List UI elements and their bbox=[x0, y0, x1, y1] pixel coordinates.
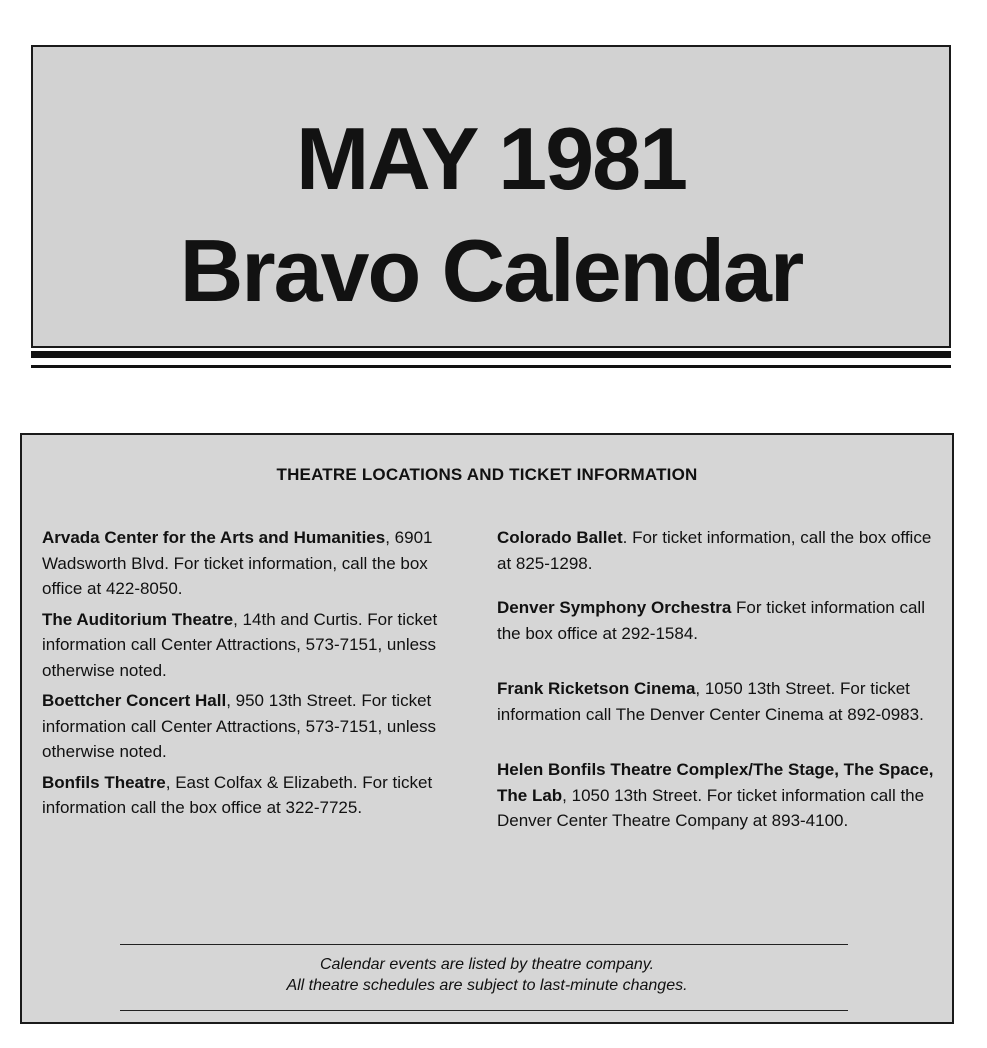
left-column bbox=[42, 525, 472, 826]
title-rule-thick bbox=[31, 351, 951, 358]
schedule-disclaimer: All theatre schedules are subject to last-minute changes. bbox=[286, 977, 688, 994]
venue-details: , East Colfax & Elizabeth. For ticket information call the box office at 322-7725. bbox=[42, 772, 433, 817]
venue-name: Frank Ricketson Cinema bbox=[497, 679, 696, 698]
venue-entry-arvada bbox=[42, 525, 472, 602]
venue-details: , 1050 13th Street. For ticket information call The Denver Center Cinema at 892-0983. bbox=[497, 679, 924, 724]
venue-entry-boettcher bbox=[42, 688, 472, 765]
note-divider-bottom bbox=[120, 1010, 848, 1011]
venue-name: Colorado Ballet bbox=[497, 528, 623, 547]
title-calendar-name: Bravo Calendar bbox=[179, 221, 803, 320]
info-heading: THEATRE LOCATIONS AND TICKET INFORMATION bbox=[276, 465, 698, 484]
venue-entry-helen-bonfils bbox=[497, 757, 937, 834]
venue-entry-auditorium bbox=[42, 607, 472, 684]
note-divider-top bbox=[120, 944, 848, 945]
venue-details: , 14th and Curtis. For ticket information call Center Attractions, 573-7151, unless otherwise noted. bbox=[42, 609, 438, 680]
venue-name: Bonfils Theatre bbox=[42, 772, 166, 792]
venue-details: , 1050 13th Street. For ticket information call the Denver Center Theatre Company at 893-4100. bbox=[497, 785, 925, 830]
venue-name: The Auditorium Theatre bbox=[42, 609, 234, 629]
right-column bbox=[497, 525, 937, 834]
venue-details: , 950 13th Street. For ticket information call Center Attractions, 573-7151, unless otherwise noted. bbox=[42, 691, 437, 761]
venue-name: Arvada Center for the Arts and Humanities bbox=[42, 528, 386, 547]
venue-details: For ticket information call the box office at 292-1584. bbox=[497, 598, 925, 643]
title-banner bbox=[31, 45, 951, 348]
venue-details: . For ticket information, call the box office at 825-1298. bbox=[497, 528, 932, 573]
title-month-year: MAY 1981 bbox=[295, 109, 687, 208]
venue-entry-colorado-ballet bbox=[497, 525, 937, 576]
venue-details: , 6901 Wadsworth Blvd. For ticket information, call the box office at 422-8050. bbox=[42, 528, 433, 598]
venue-entry-frank-ricketson bbox=[497, 676, 937, 727]
venue-name: Boettcher Concert Hall bbox=[42, 691, 227, 710]
venue-name: Denver Symphony Orchestra bbox=[497, 598, 732, 617]
venue-name: Helen Bonfils Theatre Complex/The Stage, The Space, The Lab bbox=[497, 760, 934, 805]
calendar-note: Calendar events are listed by theatre company. bbox=[319, 956, 655, 973]
title-rule-thin bbox=[31, 365, 951, 368]
venue-entry-bonfils bbox=[42, 770, 472, 821]
venue-entry-denver-symphony bbox=[497, 595, 937, 646]
theatre-info-box bbox=[20, 433, 954, 1024]
